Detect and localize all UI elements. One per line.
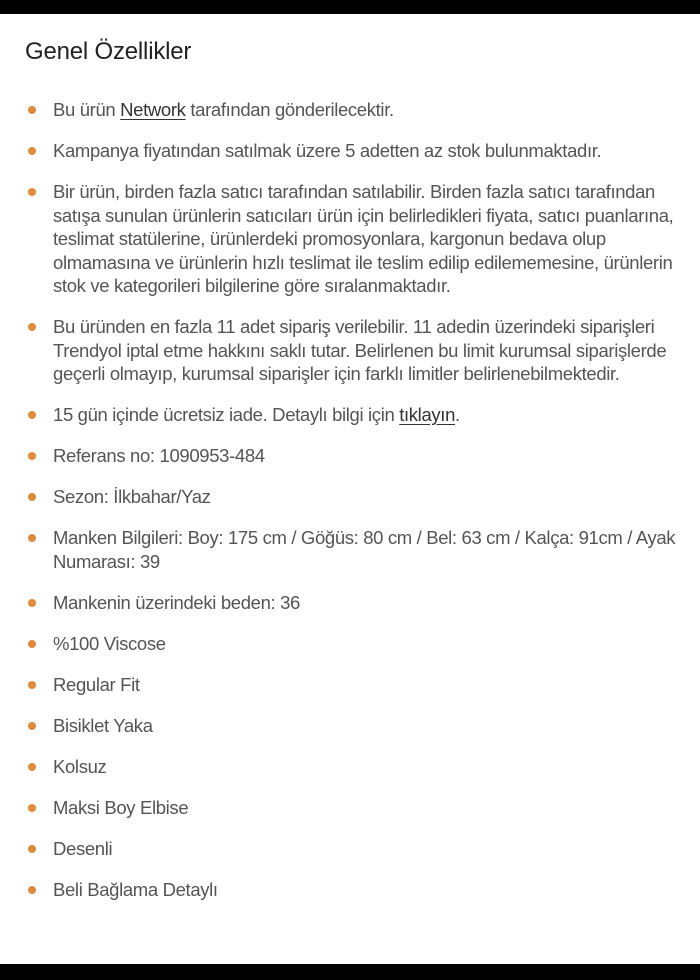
feature-text: tarafından gönderilecektir.	[185, 99, 394, 120]
feature-item-stock	[0, 139, 700, 163]
feature-item-collar	[0, 714, 700, 738]
bullet-icon	[28, 599, 36, 607]
feature-text: Manken Bilgileri: Boy: 175 cm / Göğüs: 80 cm / Bel: 63 cm / Kalça: 91cm / Ayak Numarası: 39	[53, 527, 676, 572]
feature-text: Regular Fit	[53, 673, 140, 695]
feature-text: Bir ürün, birden fazla satıcı tarafından satılabilir. Birden fazla satıcı tarafından satışa sunulan ürünlerin satıcıları ürün için belirledikleri fiyata, satıcı puanlarına, teslimat statülerine, ürünlerdeki promosyonlara, kargonun bedava olup olmamasına ve ürünlerin hızlı teslimat ile teslim edilip edilememesine, ürünlerin stok ve kategorileri bilgilerine göre sıralanmaktadır.	[53, 181, 674, 296]
bullet-icon	[28, 763, 36, 771]
feature-item-return	[0, 403, 700, 427]
bullet-icon	[28, 681, 36, 689]
feature-item-material	[0, 632, 700, 656]
feature-text: Mankenin üzerindeki beden: 36	[53, 591, 300, 613]
bullet-icon	[28, 534, 36, 542]
bullet-icon	[28, 411, 36, 419]
navigation-bar	[0, 964, 700, 980]
feature-text: Sezon: İlkbahar/Yaz	[53, 486, 211, 507]
section-title: Genel Özellikler	[25, 38, 192, 65]
feature-text: Kolsuz	[53, 755, 107, 777]
return-info-link[interactable]: tıklayın	[399, 404, 456, 425]
feature-item-reference	[0, 444, 700, 468]
feature-item-waist-detail	[0, 878, 700, 902]
bullet-icon	[28, 804, 36, 812]
bullet-icon	[28, 640, 36, 648]
status-bar	[0, 0, 700, 14]
bullet-icon	[28, 722, 36, 730]
feature-text: Kampanya fiyatından satılmak üzere 5 adetten az stok bulunmaktadır.	[53, 140, 602, 161]
bullet-icon	[28, 188, 36, 196]
feature-item-length	[0, 796, 700, 820]
feature-item-season	[0, 485, 700, 509]
feature-text: Bisiklet Yaka	[53, 714, 153, 736]
feature-text: Maksi Boy Elbise	[53, 796, 189, 818]
bullet-icon	[28, 106, 36, 114]
feature-item-fit	[0, 673, 700, 697]
feature-item-shipper	[0, 98, 700, 122]
feature-text: .	[455, 404, 460, 425]
feature-item-model-size	[0, 591, 700, 615]
feature-item-sleeve	[0, 755, 700, 779]
feature-text: Beli Bağlama Detaylı	[53, 878, 218, 900]
feature-text: Bu ürün	[53, 99, 121, 120]
bullet-icon	[28, 323, 36, 331]
feature-item-order-limit	[0, 315, 700, 386]
feature-item-multi-seller	[0, 180, 700, 298]
feature-text: Referans no: 1090953-484	[53, 445, 265, 466]
bullet-icon	[28, 147, 36, 155]
feature-text: Desenli	[53, 837, 113, 859]
bullet-icon	[28, 452, 36, 460]
bullet-icon	[28, 886, 36, 894]
bullet-icon	[28, 845, 36, 853]
seller-link[interactable]: Network	[120, 99, 186, 120]
bullet-icon	[28, 493, 36, 501]
feature-item-model-info	[0, 526, 700, 573]
feature-list	[0, 98, 700, 919]
feature-text: %100 Viscose	[53, 632, 166, 654]
feature-text: Bu üründen en fazla 11 adet sipariş verilebilir. 11 adedin üzerindeki siparişleri Trendyol iptal etme hakkını saklı tutar. Belirlenen bu limit kurumsal siparişlerde geçerli olmayıp, kurumsal siparişler için farklı limitler belirlenebilmektedir.	[53, 316, 667, 384]
feature-item-pattern	[0, 837, 700, 861]
feature-text: 15 gün içinde ücretsiz iade. Detaylı bilgi için	[53, 404, 400, 425]
